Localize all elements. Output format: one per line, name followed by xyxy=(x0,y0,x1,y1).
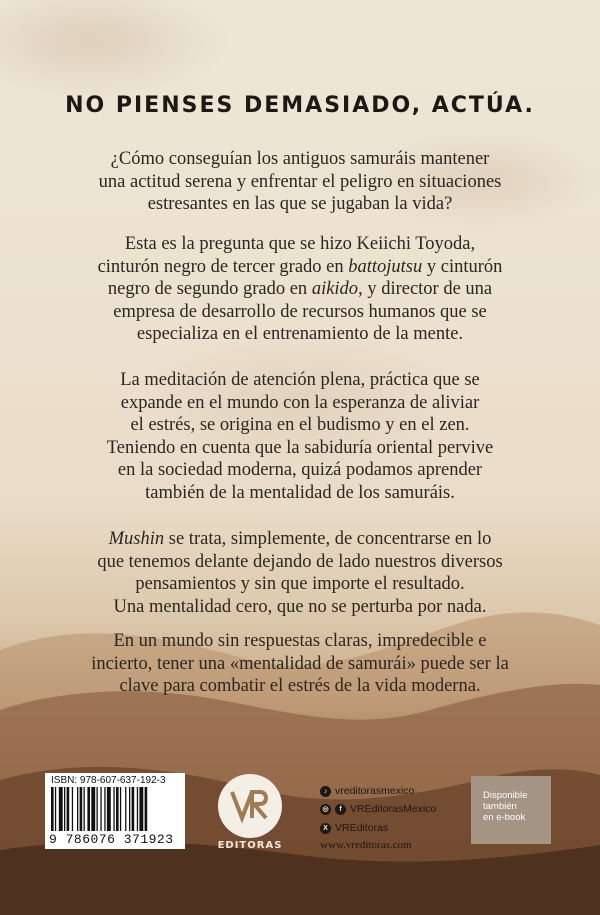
social-x[interactable] xyxy=(320,822,388,834)
text-line: en la sociedad moderna, quizá podamos aprender xyxy=(117,460,483,481)
vr-logo-icon xyxy=(218,774,282,838)
publisher-name: EDITORAS xyxy=(217,840,283,851)
instagram-icon: ◎ xyxy=(320,804,331,815)
text-line: expande en el mundo con la esperanza de aliviar xyxy=(120,392,480,413)
isbn-barcode xyxy=(45,773,185,849)
text-line: estresantes en las que se jugaban la vida? xyxy=(147,194,453,215)
text-line: también de la mentalidad de los samuráis. xyxy=(145,482,455,503)
ebook-badge xyxy=(471,776,551,844)
text-fragment: y cinturón xyxy=(422,256,503,277)
text-line: incierto, tener una «mentalidad de samurái» puede ser la xyxy=(91,653,509,674)
text-line: clave para combatir el estrés de la vida moderna. xyxy=(119,676,481,697)
publisher-logo xyxy=(218,774,282,838)
facebook-icon: f xyxy=(335,804,346,815)
barcode-number: 9 786076 371923 xyxy=(49,832,174,847)
text-fragment: cinturón negro de tercer grado en xyxy=(97,256,349,277)
paragraph-author xyxy=(40,233,560,346)
badge-line: Disponible xyxy=(483,790,528,801)
badge-line: también xyxy=(483,801,517,812)
text-line: ¿Cómo conseguían los antiguos samuráis mantener xyxy=(110,149,490,169)
social-instagram-facebook[interactable] xyxy=(320,803,436,815)
text-fragment: , y director de una xyxy=(358,279,493,300)
paragraph-intro xyxy=(40,148,560,216)
barcode-bars xyxy=(51,787,179,831)
social-tiktok[interactable] xyxy=(320,785,414,797)
italic-term: Mushin xyxy=(108,529,165,549)
text-line: el estrés, se origina en el budismo y en el zen. xyxy=(130,415,470,436)
website-link[interactable]: www.vreditoras.com xyxy=(320,839,412,851)
text-line: que tenemos delante dejando de lado nuestros diversos xyxy=(97,551,503,572)
text-line: pensamientos y sin que importe el resultado. xyxy=(135,574,465,595)
text-line xyxy=(40,256,560,279)
text-line: una actitud serena y enfrentar el peligro en situaciones xyxy=(98,171,502,192)
text-fragment: se trata, simplemente, de concentrarse en lo xyxy=(164,529,492,549)
text-line: La meditación de atención plena, práctica que se xyxy=(120,370,480,390)
paragraph-conclusion xyxy=(40,630,560,698)
tiktok-icon: ♪ xyxy=(320,786,331,797)
italic-term: battojutsu xyxy=(348,256,423,277)
isbn-text: ISBN: 978-607-637-192-3 xyxy=(51,775,166,786)
text-line xyxy=(40,528,560,551)
text-line: En un mundo sin respuestas claras, impredecible e xyxy=(113,631,487,651)
heading: NO PIENSES DEMASIADO, ACTÚA. xyxy=(65,93,535,118)
social-handle: VREditorasMexico xyxy=(350,803,437,815)
badge-line: en e-book xyxy=(483,812,526,823)
text-line: empresa de desarrollo de recursos humanos que se xyxy=(113,301,487,322)
text-line: Una mentalidad cero, que no se perturba por nada. xyxy=(113,596,487,617)
text-fragment: negro de segundo grado en xyxy=(107,279,312,300)
social-handle: VREditoras xyxy=(335,822,389,834)
text-line: Teniendo en cuenta que la sabiduría oriental pervive xyxy=(106,437,494,458)
ebook-badge-text xyxy=(483,790,547,823)
paragraph-mushin xyxy=(40,528,560,618)
text-line xyxy=(40,278,560,301)
text-line: especializa en el entrenamiento de la mente. xyxy=(136,324,464,345)
paragraph-meditation xyxy=(40,369,560,505)
text-line: Esta es la pregunta que se hizo Keiichi Toyoda, xyxy=(124,234,476,254)
italic-term: aikido xyxy=(311,279,359,300)
social-handle: vreditorasmexico xyxy=(335,785,415,797)
x-icon: X xyxy=(320,823,331,834)
